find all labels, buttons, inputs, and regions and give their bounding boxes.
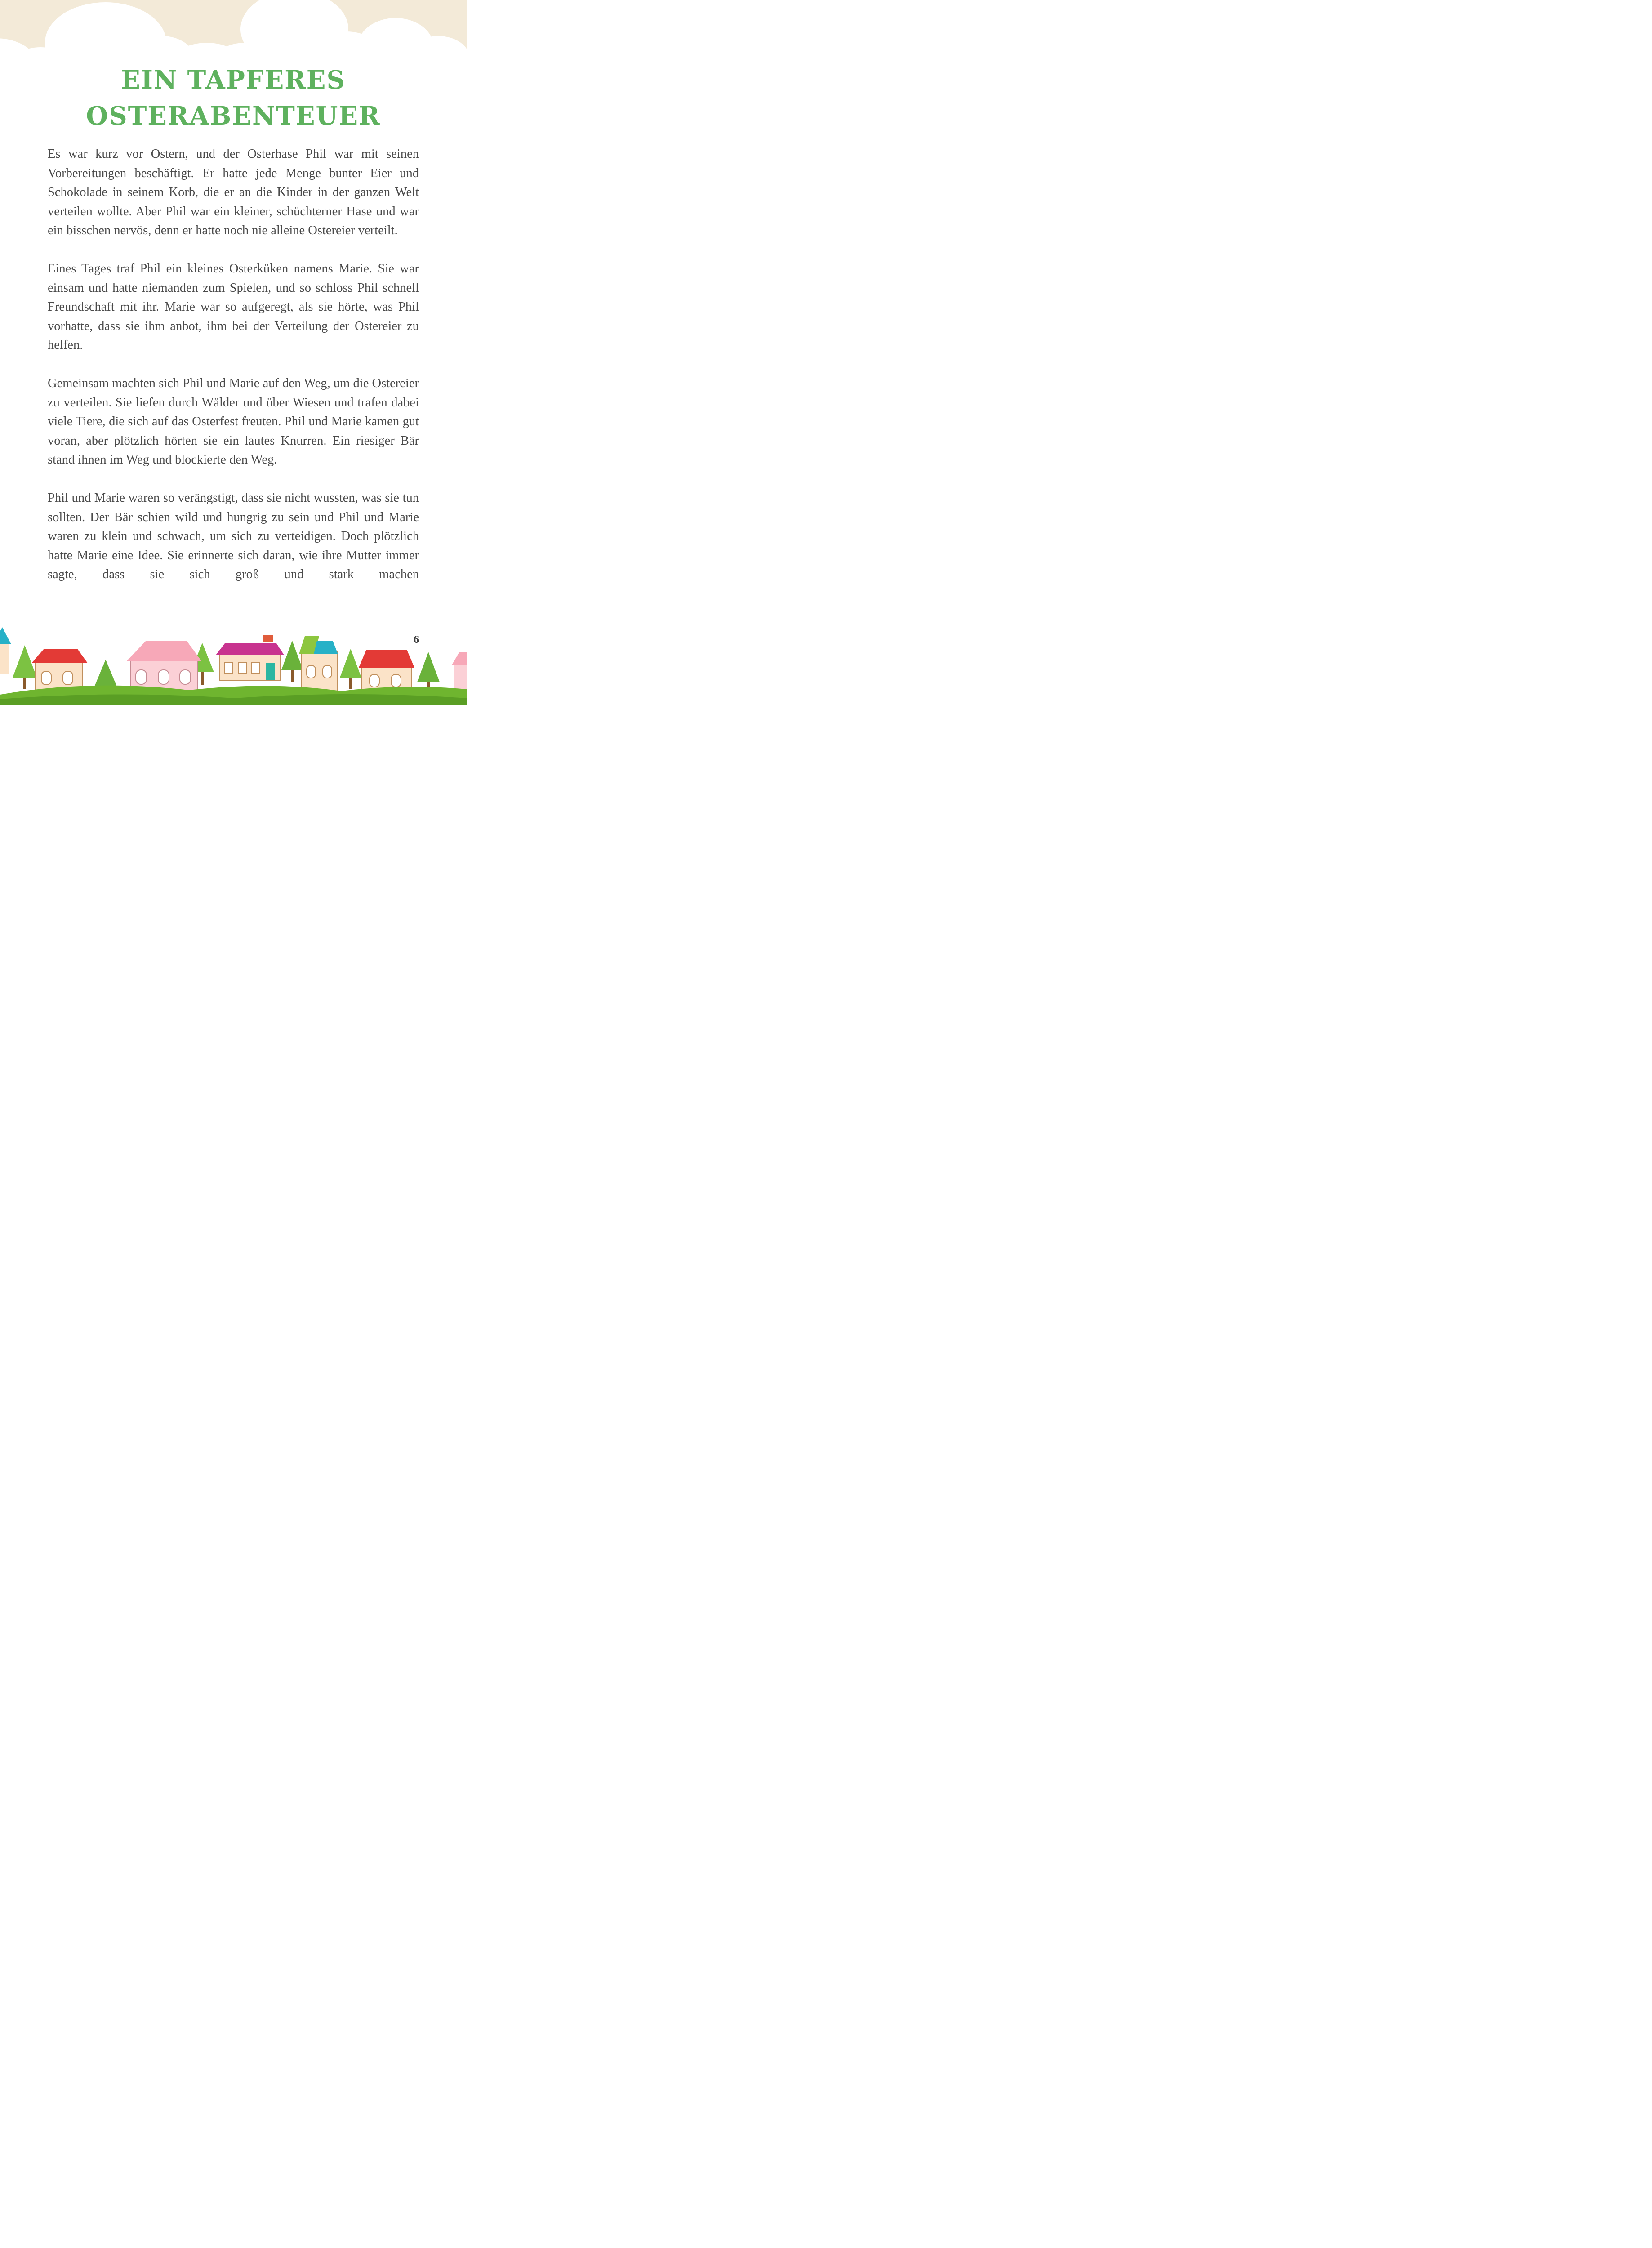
tree-icon bbox=[340, 649, 361, 689]
paragraph-1: Es war kurz vor Ostern, und der Osterhase Phil war mit seinen Vorbereitungen beschäftigt. Er hatte jede Menge bunter Eier und Schokolade in seinem Korb, die er an die Kinder in der ganzen Welt verteilen wollte. Aber Phil war ein kleiner, schüchterner Hase und war ein bisschen nervös, denn er hatte noch nie alleine Ostereier verteilt. bbox=[48, 147, 419, 237]
book-page bbox=[0, 0, 467, 705]
tree-icon bbox=[281, 641, 303, 682]
house-icon bbox=[0, 627, 11, 674]
paragraph-3: Gemeinsam machten sich Phil und Marie auf den Weg, um die Ostereier zu verteilen. Sie liefen durch Wälder und über Wiesen und trafen dabei viele Tiere, die sich auf das Osterfest freuten. Phil und Marie kamen gut voran, aber plötzlich hörten sie ein lautes Knurren. Ein riesiger Bär stand ihnen im Weg und blockierte den Weg. bbox=[48, 376, 419, 467]
paragraph-2: Eines Tages traf Phil ein kleines Osterküken namens Marie. Sie war einsam und hatte niemanden zum Spielen, und so schloss Phil schnell Freundschaft mit ihr. Marie war so aufgeregt, als sie hörte, was Phil vorhatte, dass sie ihm anbot, ihm bei der Verteilung der Ostereier zu helfen. bbox=[48, 262, 419, 352]
paragraph-4: Phil und Marie waren so verängstigt, dass sie nicht wussten, was sie tun sollten. Der Bär schien wild und hungrig zu sein und Phil und Marie waren zu klein und schwach, um sich zu verteidigen. Doch plötzlich hatte Marie eine Idee. Sie erinnerte sich daran, wie ihre Mutter immer sagte, dass sie sich groß und stark machen bbox=[48, 491, 419, 581]
story-body bbox=[48, 145, 419, 584]
tree-icon bbox=[13, 645, 37, 689]
title-line-1: EIN TAPFERES bbox=[121, 65, 346, 95]
house-icon bbox=[216, 635, 284, 680]
title-line-2: OSTERABENTEUER bbox=[86, 101, 381, 131]
cloud-header-illustration bbox=[0, 0, 467, 67]
village-footer-illustration bbox=[0, 627, 467, 705]
page-number: 6 bbox=[414, 634, 419, 646]
story-title bbox=[0, 62, 467, 134]
